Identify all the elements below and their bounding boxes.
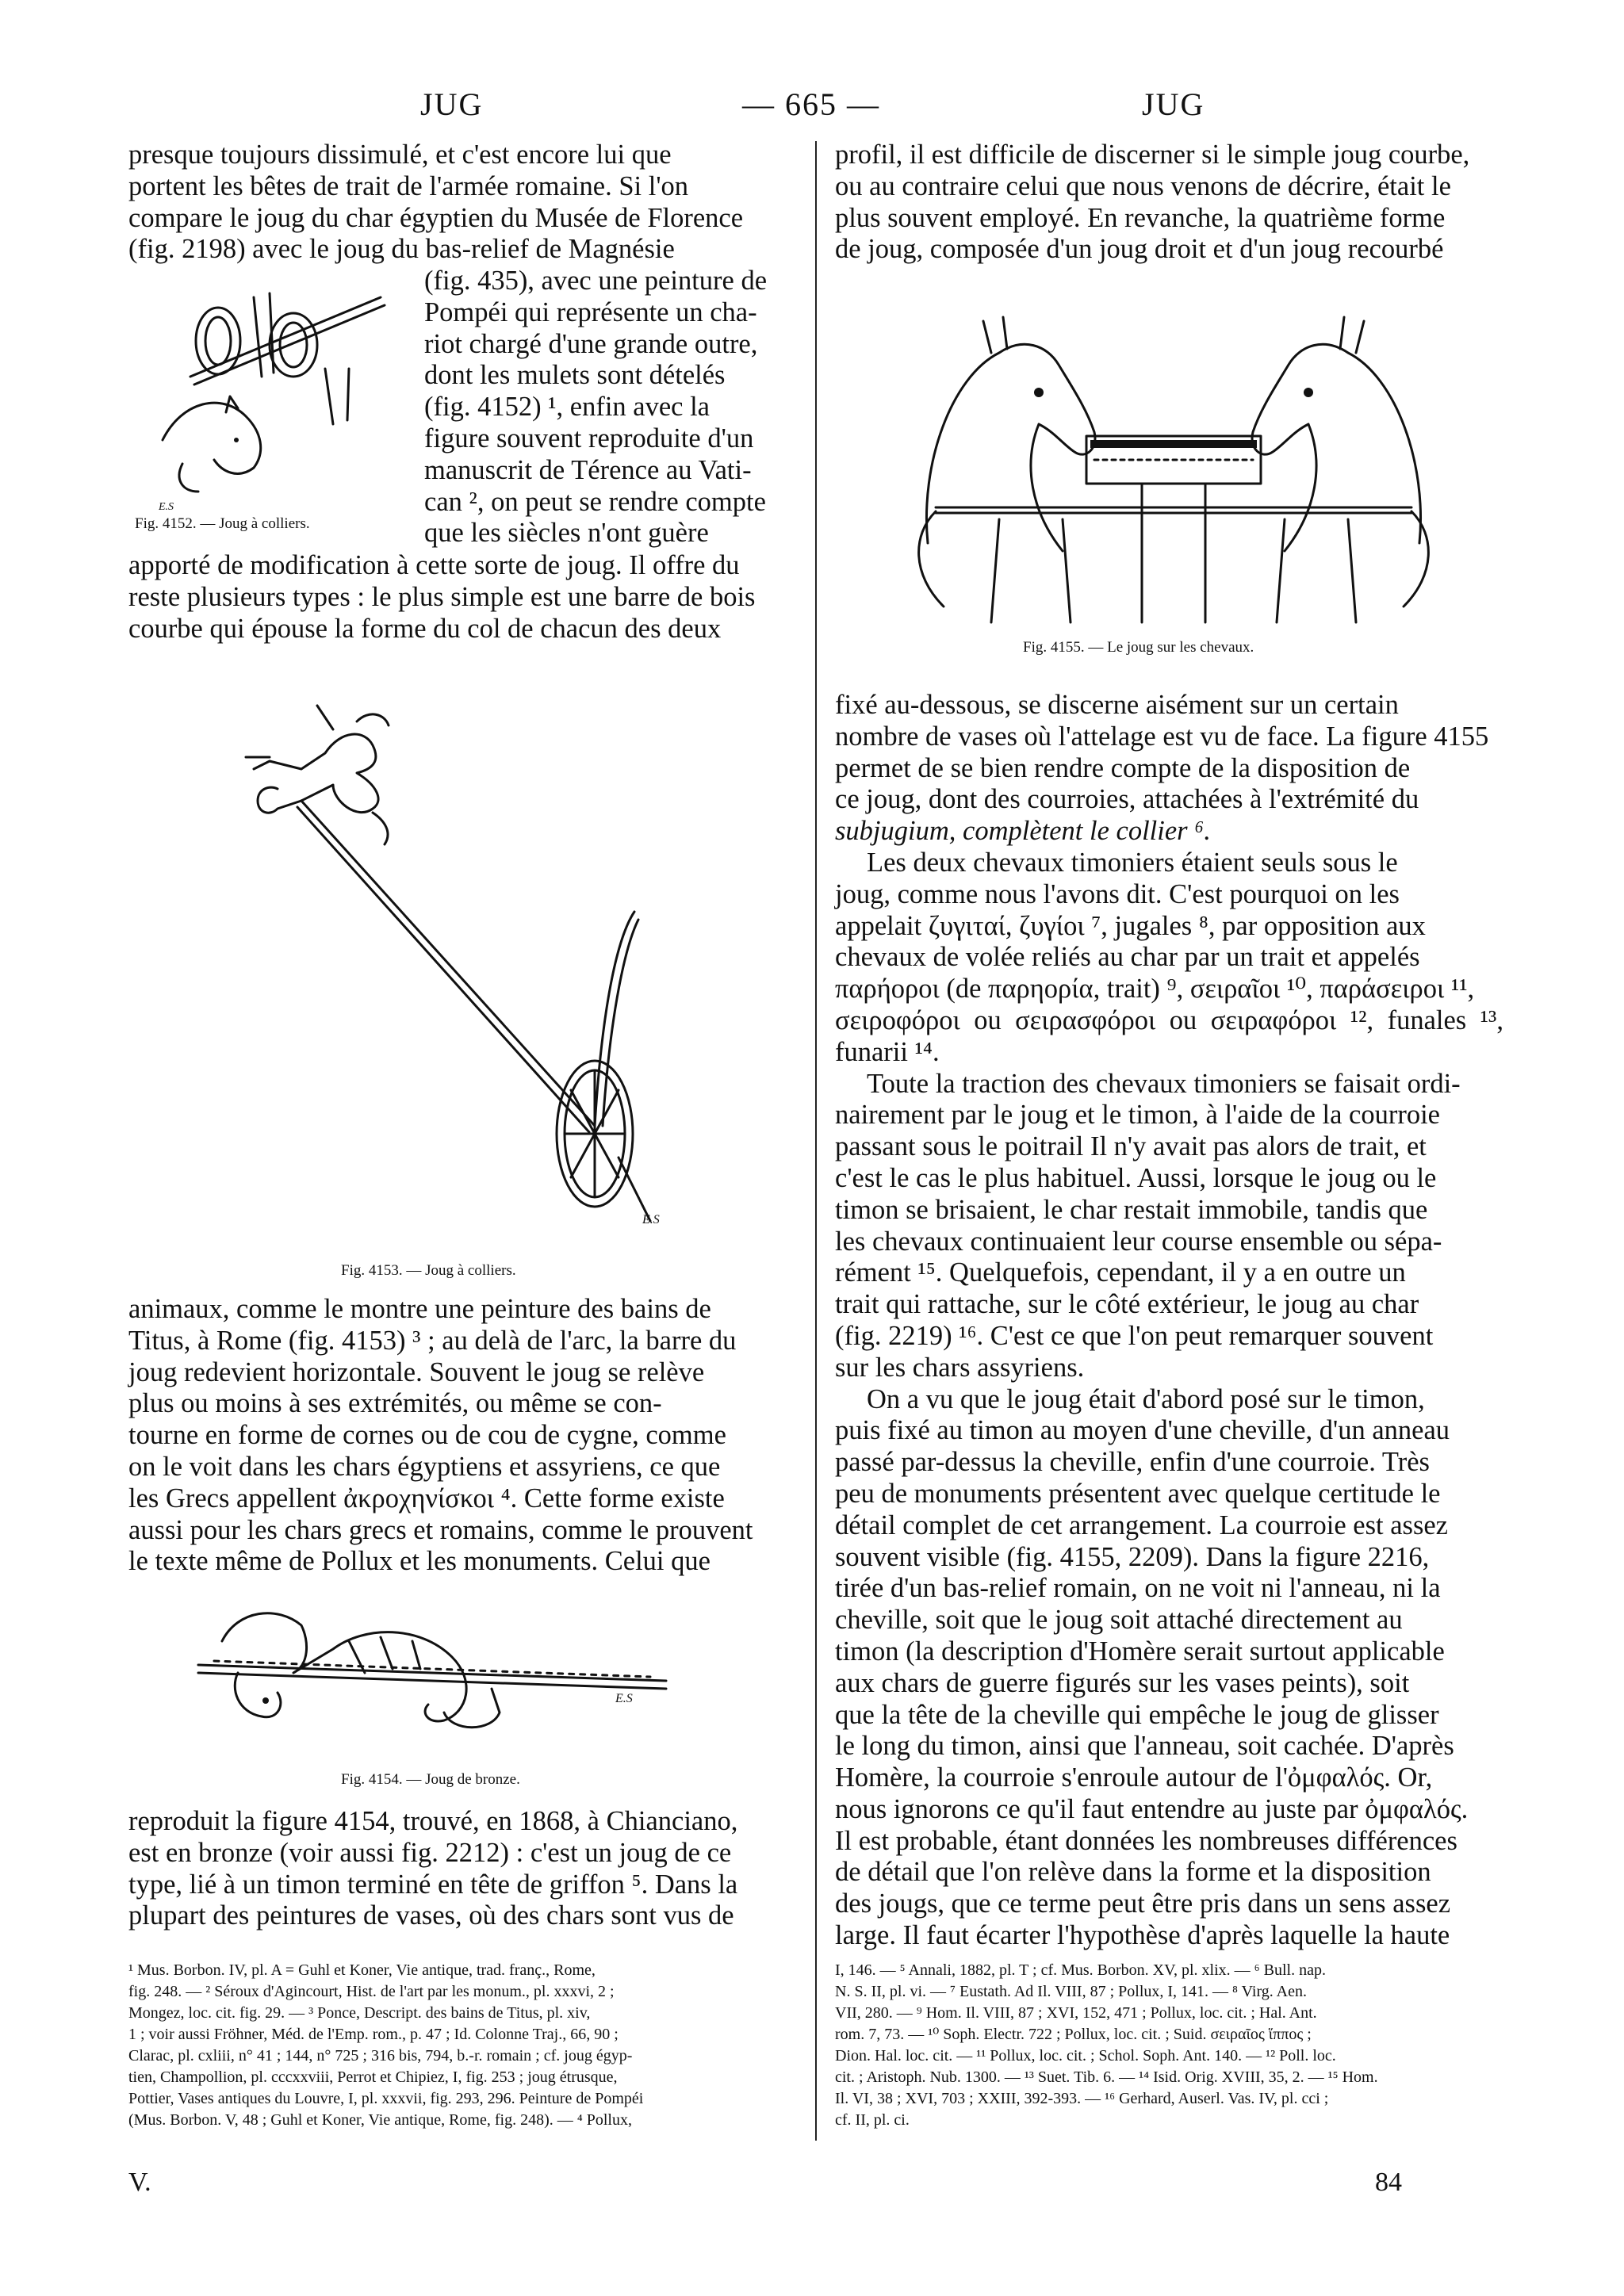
text-line: can ², on peut se rendre compte <box>424 486 766 517</box>
footnote-line: Il. VI, 38 ; XVI, 703 ; XXIII, 392-393. — ¹⁶ Gerhard, Auserl. Vas. IV, pl. cci ; <box>835 2090 1329 2107</box>
text-line: de détail que l'on relève dans la forme et la disposition <box>835 1857 1431 1888</box>
figure-4154-image <box>190 1594 682 1736</box>
footnote-line: cf. II, pl. ci. <box>835 2111 910 2129</box>
footnote-line: Mongez, loc. cit. fig. 29. — ³ Ponce, Descript. des bains de Titus, pl. xiv, <box>128 2004 591 2022</box>
left-column-block-4 <box>128 1294 795 1578</box>
right-column-block-1 <box>835 140 1503 266</box>
header-left-word: JUG <box>420 86 484 122</box>
text-line: le texte même de Pollux et les monuments. Celui que <box>128 1546 710 1577</box>
text-line: apporté de modification à cette sorte de joug. Il offre du <box>128 550 740 580</box>
text-line: c'est le cas le plus habituel. Aussi, lorsque le joug ou le <box>835 1162 1437 1193</box>
footnote-line: ¹ Mus. Borbon. IV, pl. A = Guhl et Koner, Vie antique, trad. franç., Rome, <box>128 1961 596 1979</box>
text-line: est en bronze (voir aussi fig. 2212) : c'est un joug de ce <box>128 1837 732 1868</box>
footnote-line: cit. ; Aristoph. Nub. 1300. — ¹³ Suet. Tib. 6. — ¹⁴ Isid. Orig. XVIII, 35, 2. — ¹⁵ Hom. <box>835 2068 1378 2086</box>
text-line: sur les chars assyriens. <box>835 1352 1085 1383</box>
text-line: que la tête de la cheville qui empêche le joug de glisser <box>835 1699 1439 1730</box>
column-divider <box>815 141 817 2141</box>
text-line: Toute la traction des chevaux timoniers se faisait ordi- <box>867 1068 1461 1099</box>
text-line: παρήοροι (de παρηορία, trait) ⁹, σειραῖοι ¹⁰, παράσειροι ¹¹, <box>835 974 1475 1004</box>
text-line: aux chars de guerre figurés sur les vases peints), soit <box>835 1667 1410 1698</box>
text-line: cheville, soit que le joug soit attaché directement au <box>835 1605 1403 1636</box>
figure-4155-caption: Fig. 4155. — Le joug sur les chevaux. <box>1023 639 1254 656</box>
text-line: figure souvent reproduite d'un <box>424 423 754 453</box>
footnotes-right <box>835 1960 1503 2131</box>
figure-4153-caption: Fig. 4153. — Joug à colliers. <box>341 1262 516 1279</box>
text-line: tourne en forme de cornes ou de cou de cygne, comme <box>128 1420 726 1451</box>
footnote-line: N. S. II, pl. vi. — ⁷ Eustath. Ad Il. VIII, 87 ; Pollux, I, 141. — ⁸ Virg. Aen. <box>835 1983 1307 2000</box>
text-line: aussi pour les chars grecs et romains, comme le prouvent <box>128 1514 753 1545</box>
header-right-word: JUG <box>1142 86 1205 122</box>
text-line: type, lié à un timon terminé en tête de griffon ⁵. Dans la <box>128 1869 738 1900</box>
text-line: (fig. 2198) avec le joug du bas-relief de Magnésie <box>128 234 675 265</box>
footnote-line: 1 ; voir aussi Fröhner, Méd. de l'Emp. rom., p. 47 ; Id. Colonne Traj., 66, 90 ; <box>128 2026 619 2043</box>
text-line: rément ¹⁵. Quelquefois, cependant, il y a en outre un <box>835 1257 1406 1288</box>
footnote-line: Pottier, Vases antiques du Louvre, I, pl. xxxvii, fig. 293, 296. Peinture de Pompéi <box>128 2090 644 2107</box>
text-line: appelait ζυγιταί, ζυγίοι ⁷, jugales ⁸, par opposition aux <box>835 910 1426 941</box>
footnote-line: rom. 7, 73. — ¹⁰ Soph. Electr. 722 ; Pollux, loc. cit. ; Suid. σειραῖος ἵππος ; <box>835 2026 1312 2043</box>
volume-signature: V. <box>128 2168 151 2197</box>
text-line: profil, il est difficile de discerner si le simple joug courbe, <box>835 140 1470 170</box>
figure-4152-image <box>135 281 408 499</box>
text-line: compare le joug du char égyptien du Musée de Florence <box>128 202 744 233</box>
text-line: dont les mulets sont dételés <box>424 360 726 391</box>
text-line: σειροφόροι ou σειρασφόροι ou σειραφόροι ¹², funales ¹³, funarii ¹⁴. <box>835 1004 1503 1067</box>
text-line: tirée d'un bas-relief romain, on ne voit ni l'anneau, ni la <box>835 1573 1441 1604</box>
left-column-block-3 <box>128 550 795 645</box>
figure-4153-initials: E.S <box>642 1213 660 1226</box>
text-line: (fig. 2219) ¹⁶. C'est ce que l'on peut remarquer souvent <box>835 1320 1434 1351</box>
text-line: souvent visible (fig. 4155, 2209). Dans la figure 2216, <box>835 1541 1430 1572</box>
figure-4152-initials: E.S <box>159 501 174 513</box>
running-header <box>0 86 1624 133</box>
text-line: Les deux chevaux timoniers étaient seuls sous le <box>867 847 1398 878</box>
text-line: de joug, composée d'un joug droit et d'un joug recourbé <box>835 234 1444 265</box>
left-column-block-5 <box>128 1806 795 1932</box>
text-line: ou au contraire celui que nous venons de décrire, était le <box>835 170 1451 201</box>
figure-4155-image <box>904 305 1443 630</box>
text-line: permet de se bien rendre compte de la disposition de <box>835 752 1411 783</box>
text-line: ce joug, dont des courroies, attachées à l'extrémité du <box>835 784 1419 815</box>
text-line: Titus, à Rome (fig. 4153) ³ ; au delà de l'arc, la barre du <box>128 1325 737 1356</box>
text-line: nombre de vases où l'attelage est vu de face. La figure 4155 <box>835 721 1489 752</box>
footnote-line: Clarac, pl. cxliii, n° 41 ; 144, n° 725 ; 316 bis, 794, b.-r. romain ; cf. joug égyp- <box>128 2047 633 2064</box>
text-line: riot chargé d'une grande outre, <box>424 328 758 359</box>
text-line: que les siècles n'ont guère <box>424 518 709 549</box>
text-line: le long du timon, ainsi que l'anneau, soit cachée. D'après <box>835 1731 1454 1762</box>
footnote-line: (Mus. Borbon. V, 48 ; Guhl et Koner, Vie antique, Rome, fig. 248). — ⁴ Pollux, <box>128 2111 632 2129</box>
text-line: nairement par le joug et le timon, à l'aide de la courroie <box>835 1100 1440 1131</box>
text-line: reproduit la figure 4154, trouvé, en 1868, à Chianciano, <box>128 1806 738 1836</box>
left-column-block-1 <box>128 140 795 266</box>
footnotes-left <box>128 1960 795 2131</box>
text-line: portent les bêtes de trait de l'armée romaine. Si l'on <box>128 170 689 201</box>
figure-4153-image <box>222 682 666 1237</box>
footnote-line: I, 146. — ⁵ Annali, 1882, pl. T ; cf. Mus. Borbon. XV, pl. xlix. — ⁶ Bull. nap. <box>835 1961 1326 1979</box>
text-line: animaux, comme le montre une peinture des bains de <box>128 1294 711 1324</box>
text-line: (fig. 4152) ¹, enfin avec la <box>424 392 710 423</box>
text-line: large. Il faut écarter l'hypothèse d'après laquelle la haute <box>835 1920 1450 1951</box>
text-line: courbe qui épouse la forme du col de chacun des deux <box>128 613 722 644</box>
text-line: plus ou moins à ses extrémités, ou même se con- <box>128 1388 662 1419</box>
footnote-line: VII, 280. — ⁹ Hom. Il. VIII, 87 ; XVI, 152, 471 ; Pollux, loc. cit. ; Hal. Ant. <box>835 2004 1317 2022</box>
text-line: joug, comme nous l'avons dit. C'est pourquoi on les <box>835 878 1400 909</box>
text-line: plus souvent employé. En revanche, la quatrième forme <box>835 202 1446 233</box>
text-line: joug redevient horizontale. Souvent le joug se relève <box>128 1357 705 1387</box>
text-line: plupart des peintures de vases, où des chars sont vus de <box>128 1900 734 1931</box>
text-line: des jougs, que ce terme peut être pris dans un sens assez <box>835 1888 1451 1919</box>
figure-4152-caption: Fig. 4152. — Joug à colliers. <box>135 515 310 532</box>
text-line: Homère, la courroie s'enroule autour de l'ὀμφαλός. Or, <box>835 1762 1433 1793</box>
page-number: — 665 — <box>742 86 880 122</box>
text-line: passant sous le poitrail Il n'y avait pas alors de trait, et <box>835 1131 1427 1162</box>
text-line: trait qui rattache, sur le côté extérieur, le joug au char <box>835 1289 1419 1320</box>
footnote-line: Dion. Hal. loc. cit. — ¹¹ Pollux, loc. cit. ; Schol. Soph. Ant. 140. — ¹² Poll. loc. <box>835 2047 1336 2064</box>
text-line: nous ignorons ce qu'il faut entendre au juste par ὀμφαλός. <box>835 1793 1469 1824</box>
sheet-signature: 84 <box>1375 2168 1402 2197</box>
text-line: On a vu que le joug était d'abord posé sur le timon, <box>867 1383 1425 1414</box>
text-line: puis fixé au timon au moyen d'une cheville, d'un anneau <box>835 1415 1450 1446</box>
figure-4154-caption: Fig. 4154. — Joug de bronze. <box>341 1771 520 1788</box>
right-column-block-2 <box>835 690 1503 1952</box>
text-line: reste plusieurs types : le plus simple est une barre de bois <box>128 581 756 612</box>
text-line: timon (la description d'Homère serait surtout applicable <box>835 1636 1445 1667</box>
text-line: presque toujours dissimulé, et c'est encore lui que <box>128 140 672 170</box>
footnote-line: fig. 248. — ² Séroux d'Agincourt, Hist. de l'art par les monum., pl. xxxvi, 2 ; <box>128 1983 615 2000</box>
text-line: (fig. 435), avec une peinture de <box>424 266 768 296</box>
left-column-wrap-text <box>424 266 795 549</box>
text-line: fixé au-dessous, se discerne aisément sur un certain <box>835 690 1399 720</box>
text-line: on le voit dans les chars égyptiens et assyriens, ce que <box>128 1451 721 1482</box>
text-line: les chevaux continuaient leur course ensemble ou sépa- <box>835 1226 1442 1257</box>
text-line: Il est probable, étant données les nombreuses différences <box>835 1825 1457 1856</box>
text-line: manuscrit de Térence au Vati- <box>424 454 752 485</box>
text-line: les Grecs appellent ἀκροχηνίσκοι ⁴. Cette forme existe <box>128 1483 725 1513</box>
text-line: passé par-dessus la cheville, enfin d'une courroie. Très <box>835 1447 1430 1478</box>
figure-4154-initials: E.S <box>615 1692 633 1705</box>
text-line: chevaux de volée reliés au char par un trait et appelés <box>835 942 1420 973</box>
text-line: Pompéi qui représente un cha- <box>424 297 757 327</box>
text-line: subjugium, complètent le collier ⁶. <box>835 816 1211 847</box>
text-line: timon se brisaient, le char restait immobile, tandis que <box>835 1194 1428 1225</box>
footnote-line: tien, Champollion, pl. cccxxviii, Perrot et Chipiez, I, fig. 253 ; joug étrusque, <box>128 2068 618 2086</box>
text-line: détail complet de cet arrangement. La courroie est assez <box>835 1510 1448 1540</box>
text-line: peu de monuments présentent avec quelque certitude le <box>835 1478 1441 1509</box>
